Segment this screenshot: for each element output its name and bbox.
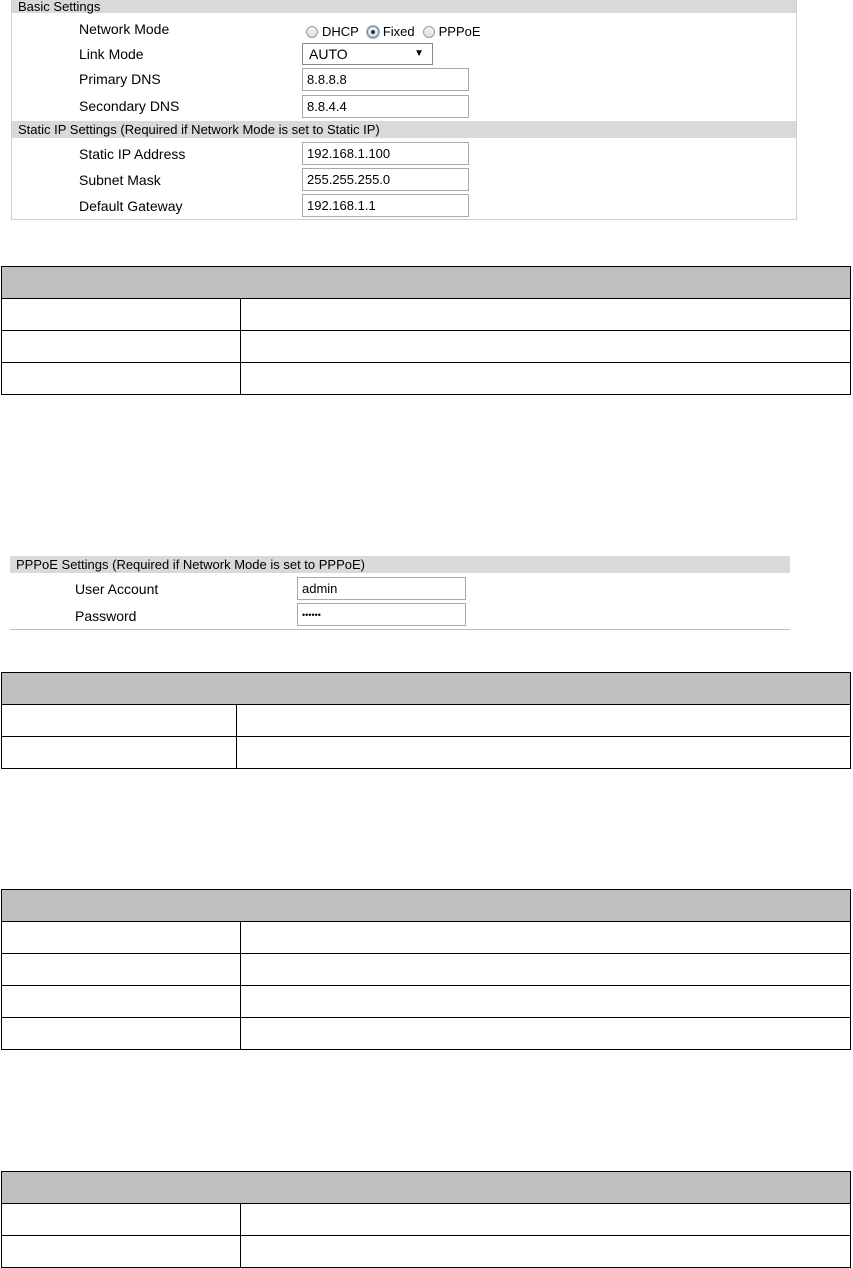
table-row [2,922,851,954]
subnet-mask-label: Subnet Mask [79,172,161,188]
table-cell [241,1204,851,1236]
network-mode-radio-group [306,24,489,39]
radio-pppoe-label: PPPoE [438,24,481,39]
table-cell [2,986,241,1018]
description-table-2 [1,672,851,769]
table-cell [241,922,851,954]
table-cell [2,737,237,769]
table-header-row [2,673,851,705]
pppoe-divider [10,629,790,630]
table-header [2,890,851,922]
table-cell [2,1018,241,1050]
password-label: Password [75,608,137,624]
table-cell [2,954,241,986]
table-cell [241,954,851,986]
description-table-4 [1,1171,851,1268]
table-cell [2,363,241,395]
table-cell [2,1236,241,1268]
table-row [2,1018,851,1050]
table-cell [237,705,851,737]
table-row [2,299,851,331]
radio-fixed[interactable] [367,26,379,38]
table-cell [241,986,851,1018]
table-row [2,331,851,363]
subnet-mask-input[interactable] [302,168,469,191]
description-table-1 [1,266,851,395]
table-header-row [2,267,851,299]
table-cell [241,299,851,331]
table-row [2,737,851,769]
primary-dns-input[interactable] [302,68,469,91]
table-cell [2,1204,241,1236]
password-input[interactable] [297,603,466,626]
table-cell [2,705,237,737]
radio-dhcp[interactable] [306,26,318,38]
static-ip-settings-header: Static IP Settings (Required if Network Mode is set to Static IP) [12,121,796,138]
table-cell [241,363,851,395]
table-cell [241,1018,851,1050]
table-header-row [2,1172,851,1204]
table-header [2,267,851,299]
table-header-row [2,890,851,922]
static-ip-address-label: Static IP Address [79,146,186,162]
static-ip-address-input[interactable] [302,142,469,165]
basic-settings-header: Basic Settings [12,0,796,13]
description-table-3 [1,889,851,1050]
table-row [2,705,851,737]
table-cell [241,331,851,363]
radio-dhcp-label: DHCP [322,24,359,39]
link-mode-label: Link Mode [79,46,144,62]
network-mode-label: Network Mode [79,21,170,37]
table-cell [237,737,851,769]
table-cell [2,922,241,954]
user-account-input[interactable] [297,577,466,600]
table-cell [241,1236,851,1268]
link-mode-value: AUTO [309,46,348,62]
table-row [2,1204,851,1236]
table-row [2,1236,851,1268]
table-row [2,986,851,1018]
default-gateway-label: Default Gateway [79,198,183,214]
radio-pppoe[interactable] [423,26,435,38]
table-cell [2,331,241,363]
pppoe-settings-header: PPPoE Settings (Required if Network Mode is set to PPPoE) [10,556,790,573]
table-row [2,954,851,986]
user-account-label: User Account [75,581,159,597]
table-row [2,363,851,395]
secondary-dns-input[interactable] [302,95,469,118]
link-mode-select[interactable] [302,43,433,65]
secondary-dns-label: Secondary DNS [79,98,180,114]
table-header [2,1172,851,1204]
primary-dns-label: Primary DNS [79,71,161,87]
table-cell [2,299,241,331]
radio-fixed-label: Fixed [382,24,415,39]
chevron-down-icon: ▼ [414,48,424,59]
table-header [2,673,851,705]
default-gateway-input[interactable] [302,194,469,217]
